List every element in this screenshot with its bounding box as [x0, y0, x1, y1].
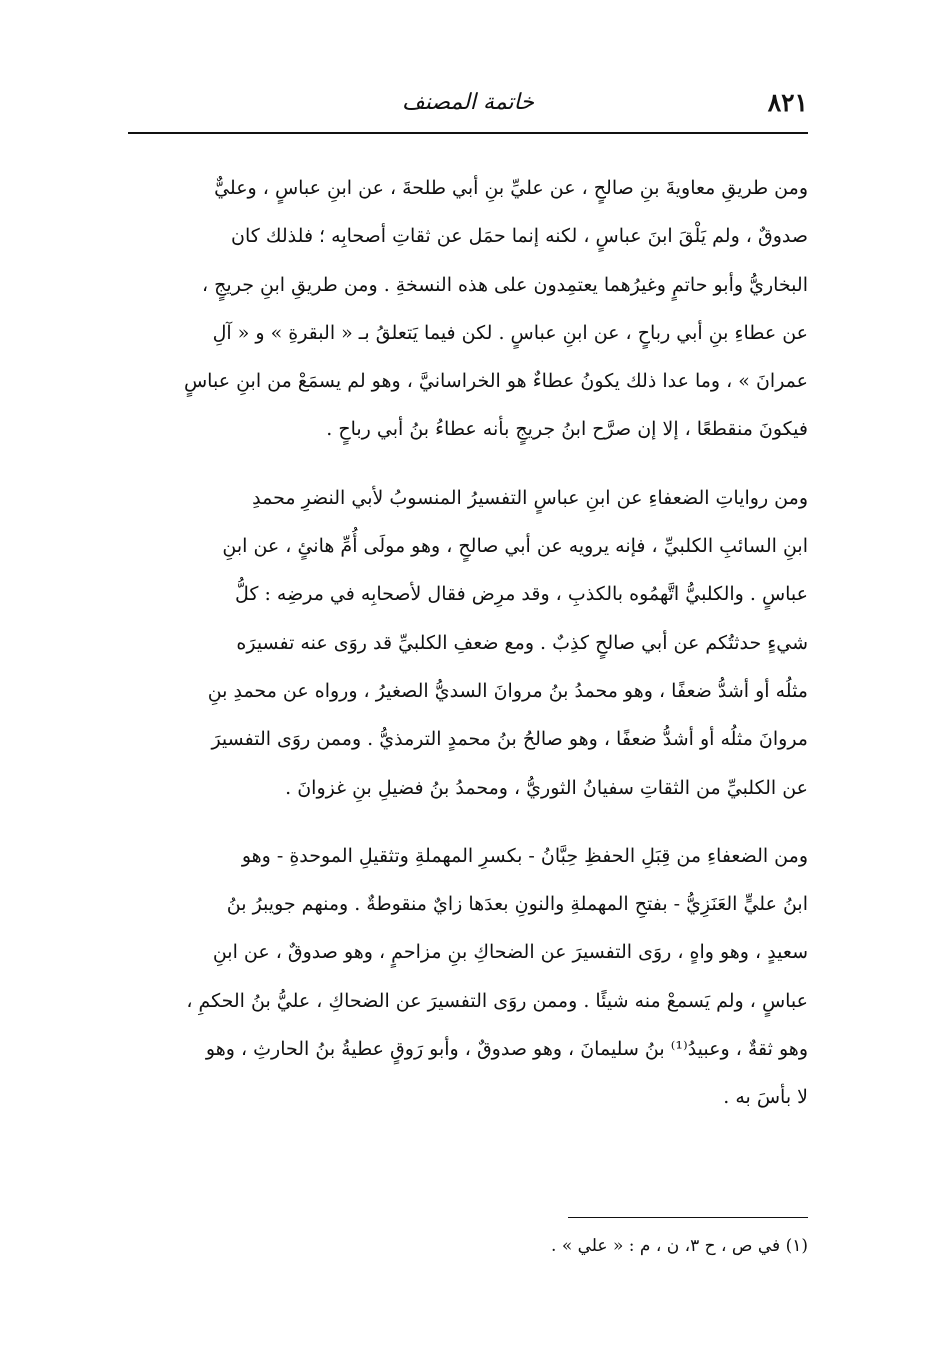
page-number: ٨٢١	[767, 88, 808, 117]
body-text	[130, 164, 808, 1142]
footnote: (١) في ص ، ح ٣، ن ، م : « علي » .	[551, 1236, 808, 1256]
paragraph-3: ومن الضعفاءِ من قِبَلِ الحفظِ حِبَّانُ - بكسرِ المهملةِ وتثقيلِ الموحدةِ - وهو ابنُ عليٍّ العَنَزِيُّ - بفتحِ المهملةِ والنونِ بعدَها زايٌ منقوطةٌ . ومنهم جويبرُ بنُ سعيدٍ ، وهو واهٍ ، روَى التفسيرَ عن الضحاكِ بنِ مزاحمٍ ، وهو صدوقٌ ، عن ابنِ عباسٍ ، ولم يَسمعْ منه شيئًا . وممن روَى التفسيرَ عن الضحاكِ ، عليُّ بنُ الحكمِ ، وهو ثقةٌ ، وعبيدُ⁽¹⁾ بنُ سليمانَ ، وهو صدوقٌ ، وأبو رَوقٍ عطيةُ بنُ الحارثِ ، وهو لا بأسَ به .	[186, 844, 808, 1109]
page-header	[128, 86, 808, 126]
footnote-rule	[568, 1217, 808, 1218]
running-title: خاتمة المصنف	[402, 90, 534, 115]
paragraph-2: ومن رواياتِ الضعفاءِ عن ابنِ عباسٍ التفسيرُ المنسوبُ لأبي النضرِ محمدِ ابنِ السائبِ الكلبيِّ ، فإنه يرويه عن أبي صالحٍ ، وهو مولَى أُمِّ هانئٍ ، عن ابنِ عباسٍ . والكلبيُّ اتَّهمُوه بالكذبِ ، وقد مرِض فقال لأصحابِه في مرضِه : كلُّ شيءٍ حدثتُكم عن أبي صالحٍ كذِبٌ . ومع ضعفِ الكلبيِّ قد روَى عنه تفسيرَه مثلُه أو أشدُّ ضعفًا ، وهو محمدُ بنُ مروانَ السديُّ الصغيرُ ، ورواه عن محمدِ بنِ مروانَ مثلُه أو أشدُّ ضعفًا ، وهو صالحُ بنُ محمدٍ الترمذيُّ . وممن روَى التفسيرَ عن الكلبيِّ من الثقاتِ سفيانُ الثوريُّ ، ومحمدُ بنُ فضيلِ بنِ غزوانَ .	[207, 486, 808, 799]
header-rule	[128, 132, 808, 134]
paragraph-1: ومن طريقِ معاويةَ بنِ صالحٍ ، عن عليِّ بنِ أبي طلحةَ ، عن ابنِ عباسٍ ، وعليٌّ صدوقٌ ، ولم يَلْقَ ابنَ عباسٍ ، لكنه إنما حمَل عن ثقاتِ أصحابِه ؛ فلذلك كان البخاريُّ وأبو حاتمٍ وغيرُهما يعتمِدون على هذه النسخةِ . ومن طريقِ ابنِ جريجٍ ، عن عطاءِ بنِ أبي رباحٍ ، عن ابنِ عباسٍ . لكن فيما يَتعلقُ بـ « البقرةِ » و « آلِ عمرانَ » ، وما عدا ذلك يكونُ عطاءٌ هو الخراسانيَّ ، وهو لم يسمَعْ من ابنِ عباسٍ فيكونَ منقطعًا ، إلا إن صرَّح ابنُ جريجٍ بأنه عطاءُ بنُ أبي رباحٍ .	[183, 177, 808, 441]
